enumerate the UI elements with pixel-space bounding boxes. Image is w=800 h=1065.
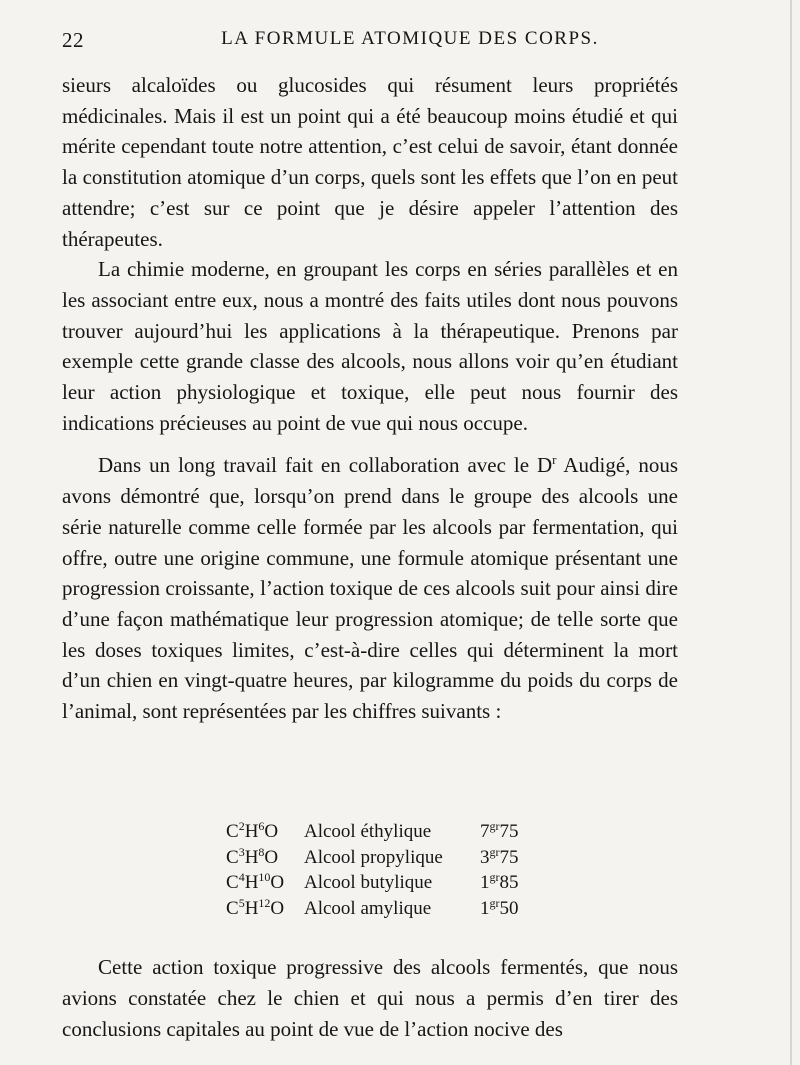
toxic-dose: $1^{gr}50$ [480,895,519,919]
doctor-superscript: r [552,452,557,468]
table-row [226,870,540,896]
alcohol-name: Alcool butylique [304,872,433,893]
paragraph-3-rest: Audigé, nous avons démontré que, lorsqu’on prend dans le groupe des alcools une série naturelle comme celle formée par les alcools par fermentation, qui offre, outre une origine commune, une formule atomique présentant une progression croissante, l’action toxique de ces alcools suit pour ainsi dire d’une façon mathématique leur progression atomique; de telle sorte que les doses toxiques limites, c’est-à-dire celles qui déterminent la mort d’un chien en vingt-quatre heures, par kilogramme du poids du corps de l’animal, sont représentées par les chiffres suivants : [62,453,679,724]
paragraph-3 [62,450,678,726]
toxic-dose: $3^{gr}75$ [480,844,519,868]
closing-text [62,952,678,1045]
alcohol-name: Alcool éthylique [304,821,432,842]
table-row [226,896,540,922]
chemical-formula: $C^2H^6O$ [226,819,279,842]
chemical-formula: $C^5H^{12}O$ [226,895,285,919]
paragraph-2: La chimie moderne, en groupant les corps en séries parallèles et en les associant entre eux, nous a montré des faits utiles dont nous pouvons trouver aujourd’hui les applications à la thérapeutique. Prenons par exemple cette grande classe des alcools, nous allons voir qu’en étudiant leur action physiologique et toxique, elle peut nous fournir des indications précieuses au point de vue qui nous occupe. [62,257,678,435]
alcohol-name: Alcool propylique [304,846,443,868]
chemical-formula: $C^3H^8O$ [226,844,279,868]
chemical-formula: $C^4H^{10}O$ [226,870,285,893]
alcohol-name: Alcool amylique [304,897,432,919]
toxic-dose: $1^{gr}85$ [480,870,519,893]
doctor-abbreviation: D [537,453,553,478]
page-edge-shadow [790,0,792,1065]
paragraph-1: sieurs alcaloïdes ou glucosides qui résument leurs propriétés médicinales. Mais il est un point qui a été beaucoup moins étudié et qui mérite cependant toute notre attention, c’est celui de savoir, étant donnée la constitution atomique d’un corps, quels sont les effets que l’on en peut attendre; c’est sur ce point que je désire appeler l’attention des thérapeutes. [62,73,678,251]
table-row [226,819,540,845]
body-text [62,70,678,727]
paragraph-3-collab: collaboration avec le [348,453,530,478]
page-header [60,26,760,56]
paragraph-4: Cette action toxique progressive des alcools fermentés, que nous avions constatée chez le chien et qui nous a permis d’en tirer des conclusions capitales au point de vue de l’action nocive des [62,955,678,1041]
table-row [226,845,540,871]
paragraph-3-start: Dans un long travail fait en [98,453,341,478]
running-title: LA FORMULE ATOMIQUE DES CORPS. [221,28,599,49]
page-number: 22 [62,28,84,52]
toxic-dose: $7^{gr}75$ [480,819,519,842]
toxic-dose-table [226,819,540,921]
